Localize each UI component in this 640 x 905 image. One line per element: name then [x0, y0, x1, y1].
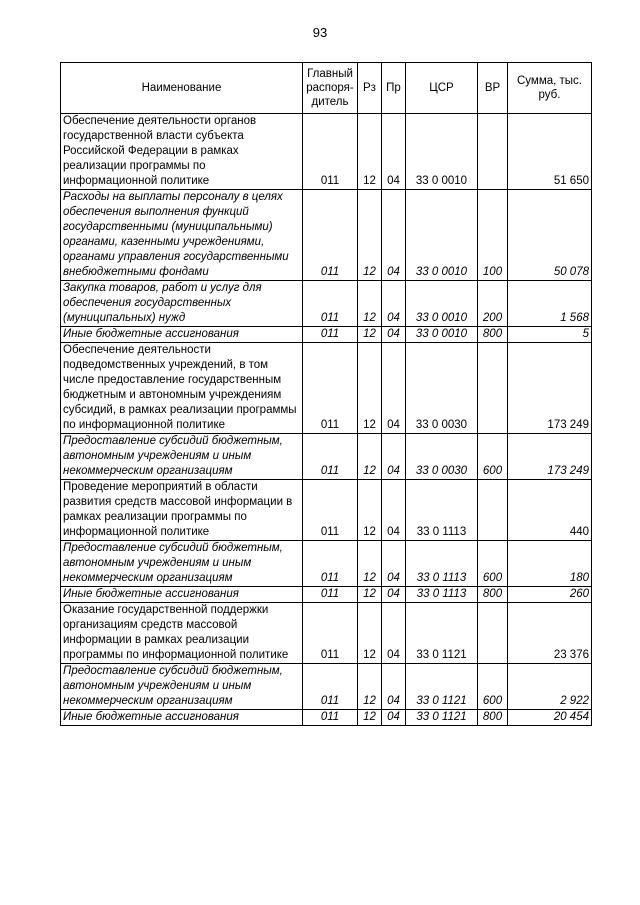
cell-pr: 04 — [382, 541, 406, 587]
cell-csr: 33 0 1113 — [406, 587, 478, 603]
cell-sum: 2 922 — [508, 664, 592, 710]
cell-admin: 011 — [303, 114, 358, 190]
cell-name: Оказание государственной поддержки организациям средств массовой информации в рамках реализации программы по информационной политике — [61, 603, 303, 664]
table-row — [61, 480, 592, 541]
header-pr: Пр — [382, 63, 406, 114]
cell-admin: 011 — [303, 664, 358, 710]
cell-csr: 33 0 1113 — [406, 480, 478, 541]
table-row — [61, 343, 592, 434]
cell-admin: 011 — [303, 190, 358, 281]
cell-rz: 12 — [358, 281, 382, 327]
cell-pr: 04 — [382, 327, 406, 343]
table-header-row — [61, 63, 592, 114]
cell-pr: 04 — [382, 603, 406, 664]
cell-rz: 12 — [358, 480, 382, 541]
header-sum: Сумма, тыс. руб. — [508, 63, 592, 114]
table-row — [61, 327, 592, 343]
cell-csr: 33 0 0010 — [406, 114, 478, 190]
header-name: Наименование — [61, 63, 303, 114]
cell-vr — [478, 480, 508, 541]
table-row — [61, 190, 592, 281]
cell-rz: 12 — [358, 541, 382, 587]
cell-pr: 04 — [382, 281, 406, 327]
budget-table — [60, 62, 592, 726]
cell-csr: 33 0 0030 — [406, 343, 478, 434]
cell-csr: 33 0 0010 — [406, 190, 478, 281]
cell-name: Закупка товаров, работ и услуг для обеспечения государственных (муниципальных) нужд — [61, 281, 303, 327]
cell-name: Проведение мероприятий в области развития средств массовой информации в рамках реализации программы по информационной политике — [61, 480, 303, 541]
cell-sum: 23 376 — [508, 603, 592, 664]
cell-name: Обеспечение деятельности органов государственной власти субъекта Российской Федерации в рамках реализации программы по информационной политике — [61, 114, 303, 190]
cell-sum: 1 568 — [508, 281, 592, 327]
cell-rz: 12 — [358, 710, 382, 726]
cell-csr: 33 0 0010 — [406, 281, 478, 327]
cell-csr: 33 0 1121 — [406, 664, 478, 710]
cell-vr: 100 — [478, 190, 508, 281]
cell-admin: 011 — [303, 281, 358, 327]
cell-pr: 04 — [382, 343, 406, 434]
cell-admin: 011 — [303, 710, 358, 726]
cell-sum: 180 — [508, 541, 592, 587]
header-csr: ЦСР — [406, 63, 478, 114]
page-number: 93 — [312, 25, 328, 40]
cell-name: Предоставление субсидий бюджетным, автономным учреждениям и иным некоммерческим организациям — [61, 541, 303, 587]
cell-sum: 50 078 — [508, 190, 592, 281]
cell-vr: 600 — [478, 664, 508, 710]
header-admin: Главный распоря-дитель — [303, 63, 358, 114]
table-row — [61, 603, 592, 664]
cell-rz: 12 — [358, 190, 382, 281]
cell-rz: 12 — [358, 603, 382, 664]
cell-admin: 011 — [303, 603, 358, 664]
cell-rz: 12 — [358, 587, 382, 603]
cell-admin: 011 — [303, 480, 358, 541]
cell-pr: 04 — [382, 480, 406, 541]
cell-sum: 51 650 — [508, 114, 592, 190]
cell-vr — [478, 603, 508, 664]
cell-vr: 600 — [478, 541, 508, 587]
cell-admin: 011 — [303, 434, 358, 480]
table-row — [61, 541, 592, 587]
cell-pr: 04 — [382, 587, 406, 603]
cell-csr: 33 0 0030 — [406, 434, 478, 480]
cell-name: Иные бюджетные ассигнования — [61, 327, 303, 343]
cell-sum: 260 — [508, 587, 592, 603]
cell-name: Предоставление субсидий бюджетным, автономным учреждениям и иным некоммерческим организациям — [61, 664, 303, 710]
cell-name: Иные бюджетные ассигнования — [61, 710, 303, 726]
cell-pr: 04 — [382, 710, 406, 726]
cell-vr: 800 — [478, 587, 508, 603]
cell-admin: 011 — [303, 327, 358, 343]
table-row — [61, 114, 592, 190]
cell-vr — [478, 114, 508, 190]
cell-vr: 200 — [478, 281, 508, 327]
cell-admin: 011 — [303, 343, 358, 434]
table-row — [61, 434, 592, 480]
cell-pr: 04 — [382, 664, 406, 710]
header-vr: ВР — [478, 63, 508, 114]
header-rz: Рз — [358, 63, 382, 114]
cell-vr: 800 — [478, 327, 508, 343]
cell-vr: 600 — [478, 434, 508, 480]
cell-csr: 33 0 0010 — [406, 327, 478, 343]
cell-csr: 33 0 1121 — [406, 603, 478, 664]
cell-name: Иные бюджетные ассигнования — [61, 587, 303, 603]
cell-sum: 5 — [508, 327, 592, 343]
table-row — [61, 587, 592, 603]
cell-rz: 12 — [358, 343, 382, 434]
cell-sum: 20 454 — [508, 710, 592, 726]
cell-sum: 440 — [508, 480, 592, 541]
cell-vr: 800 — [478, 710, 508, 726]
cell-pr: 04 — [382, 114, 406, 190]
cell-csr: 33 0 1121 — [406, 710, 478, 726]
cell-rz: 12 — [358, 114, 382, 190]
cell-name: Обеспечение деятельности подведомственных учреждений, в том числе предоставление государственным бюджетным и автономным учреждениям субсидий, в рамках реализации программы по информационной политике — [61, 343, 303, 434]
cell-pr: 04 — [382, 190, 406, 281]
cell-sum: 173 249 — [508, 434, 592, 480]
cell-pr: 04 — [382, 434, 406, 480]
cell-name: Расходы на выплаты персоналу в целях обеспечения выполнения функций государственными (муниципальными) органами, казенными учреждениями, органами управления государственными внебюджетными фондами — [61, 190, 303, 281]
cell-admin: 011 — [303, 541, 358, 587]
cell-sum: 173 249 — [508, 343, 592, 434]
table-body — [61, 114, 592, 726]
cell-name: Предоставление субсидий бюджетным, автономным учреждениям и иным некоммерческим организациям — [61, 434, 303, 480]
cell-rz: 12 — [358, 327, 382, 343]
cell-admin: 011 — [303, 587, 358, 603]
table-row — [61, 664, 592, 710]
table-row — [61, 710, 592, 726]
cell-rz: 12 — [358, 434, 382, 480]
cell-vr — [478, 343, 508, 434]
table-row — [61, 281, 592, 327]
cell-rz: 12 — [358, 664, 382, 710]
cell-csr: 33 0 1113 — [406, 541, 478, 587]
